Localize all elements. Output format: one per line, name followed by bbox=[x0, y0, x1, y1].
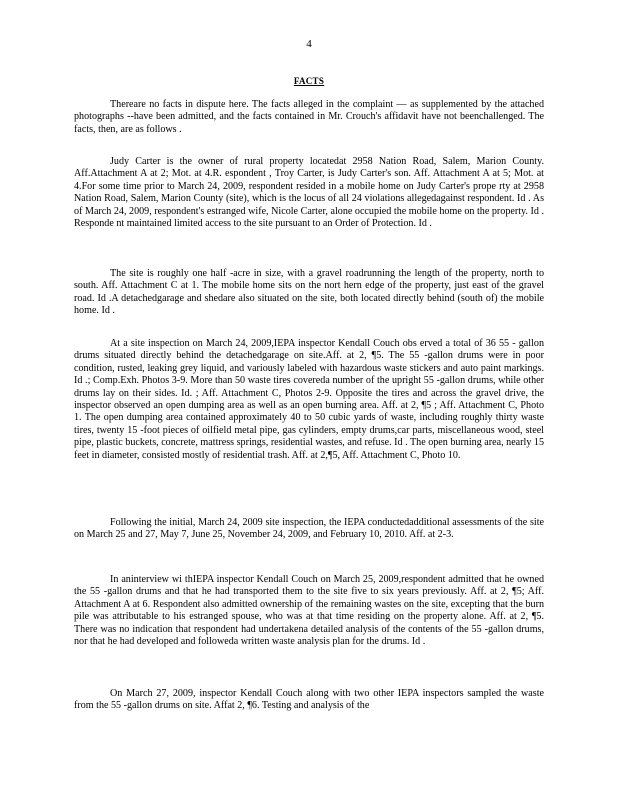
paragraph-respondent-interview: In aninterview wi thIEPA inspector Kendall Couch on March 25, 2009,respondent admitted that he owned the 55 -gallon drums and that he had transported them to the site five to six years previously. Aff. at 2, ¶5; Aff. Attachment A at 6. Respondent also admitted ownership of the remaining wastes on the site, excepting that the burn pile was attributable to his estranged spouse, who was at that time residing on the property alone. Aff. at 2, ¶5. There was no indication that respondent had undertakena detailed analysis of the contents of the 55 -gallon drums, nor that he had developed and followeda written waste analysis plan for the drums. Id . bbox=[74, 574, 544, 648]
section-heading bbox=[0, 76, 618, 86]
paragraph-additional-assessments: Following the initial, March 24, 2009 site inspection, the IEPA conductedadditional assessments of the site on March 25 and 27, May 7, June 25, November 24, 2009, and February 10, 2010. Aff. at 2-3. bbox=[74, 517, 544, 541]
section-heading-text: FACTS bbox=[293, 76, 325, 86]
paragraph-waste-sampling: On March 27, 2009, inspector Kendall Couch along with two other IEPA inspectors sampled the waste from the 55 -gallon drums on site. Affat 2, ¶6. Testing and analysis of the bbox=[74, 688, 544, 712]
paragraph-no-disputed-facts: Thereare no facts in dispute here. The facts alleged in the complaint — as supplemented by the attached photographs --have been admitted, and the facts contained in Mr. Crouch's affidavit have not beenchallenged. The facts, then, are as follows . bbox=[74, 99, 544, 135]
page-number: 4 bbox=[306, 38, 312, 50]
paragraph-site-description: The site is roughly one half -acre in size, with a gravel roadrunning the length of the property, north to south. Aff. Attachment C at 1. The mobile home sits on the nort hern edge of the property, just east of the gravel road. Id .A detachedgarage and shedare also situated on the site, both located directly behind (south of) the mobile home. Id . bbox=[74, 268, 544, 317]
paragraph-site-inspection: At a site inspection on March 24, 2009,IEPA inspector Kendall Couch obs erved a total of 36 55 - gallon drums situated directly behind the detachedgarage on site.Aff. at 2, ¶5. The 55 -gallon drums were in poor condition, rusted, leaking grey liquid, and variously labeled with hazardous waste stickers and auto paint markings. Id .; Comp.Exh. Photos 3-9. More than 50 waste tires covereda number of the upright 55 -gallon drums, while other drums lay on their sides. Id. ; Aff. Attachment C, Photos 2-9. Opposite the tires and across the gravel drive, the inspector observed an open dumping area as well as an open burning area. Aff. at 2, ¶5 ; Aff. Attachment C, Photo 1. The open dumping area contained approximately 40 to 50 cubic yards of waste, including roughly thirty waste tires, twenty 15 -foot pieces of oilfield metal pipe, gas cylinders, empty drums,car parts, miscellaneous wood, steel pipe, plastic buckets, concrete, mattress springs, residential wastes, and refuse. Id . The open burning area, nearly 15 feet in diameter, consisted mostly of residential trash. Aff. at 2,¶5, Aff. Attachment C, Photo 10. bbox=[74, 338, 544, 461]
paragraph-property-ownership: Judy Carter is the owner of rural property locatedat 2958 Nation Road, Salem, Marion County. Aff.Attachment A at 2; Mot. at 4.R. espondent , Troy Carter, is Judy Carter's son. Aff. Attachment A at 5; Mot. at 4.For some time prior to March 24, 2009, respondent resided in a mobile home on Judy Carter's prope rty at 2958 Nation Road, Salem, Marion County (site), which is the locus of all 24 violations allegedagainst respondent. Id . As of March 24, 2009, respondent's estranged wife, Nicole Carter, alone occupied the mobile home on the property. Id . Responde nt maintained limited access to the site pursuant to an Order of Protection. Id . bbox=[74, 156, 544, 230]
